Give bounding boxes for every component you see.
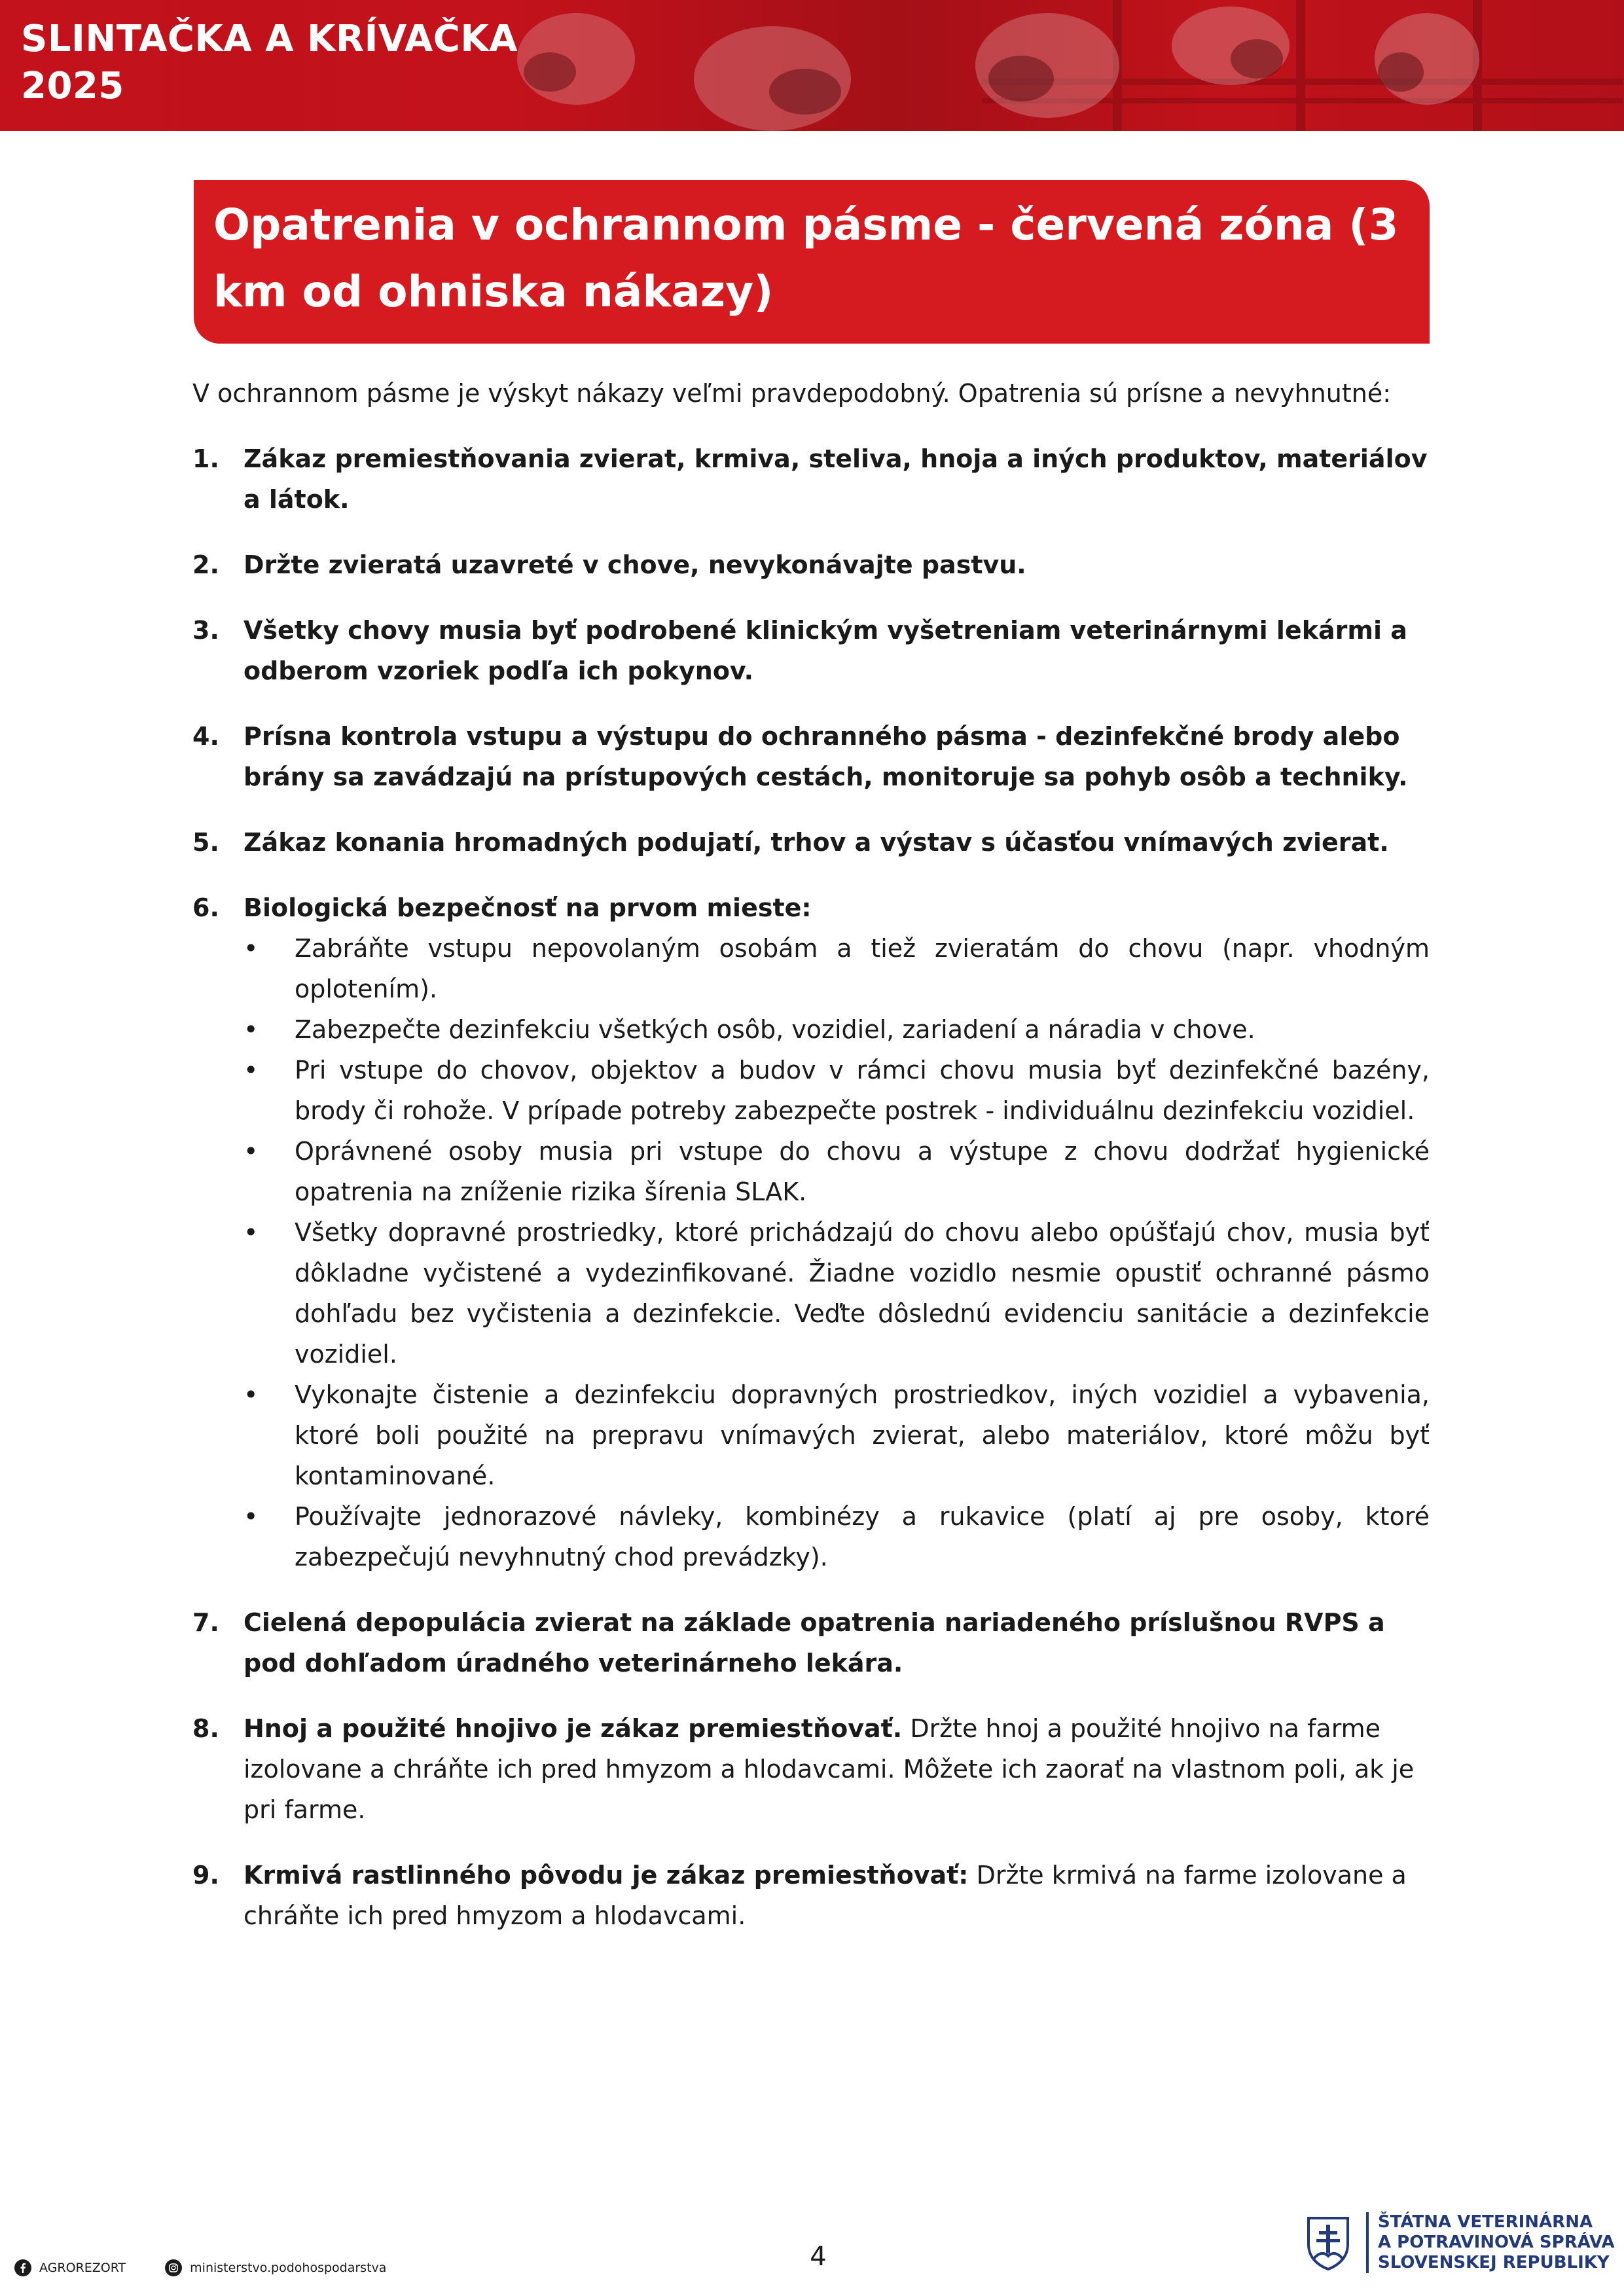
bullet-item [244,1374,1430,1496]
bullet-icon: • [244,1056,259,1085]
instagram-icon [165,2259,182,2276]
item-number: 3. [192,616,219,645]
item-number: 9. [192,1861,219,1890]
bullet-text: Vykonajte čistenie a dezinfekciu dopravných prostriedkov, iných vozidiel a vybavenia, ktoré boli použité na prepravu vnímavých zvierat, alebo materiálov, ktoré môžu byť kontaminované. [295,1380,1430,1490]
bullet-text: Oprávnené osoby musia pri vstupe do chovu a výstupe z chovu dodržať hygienické opatrenia na zníženie rizika šírenia SLAK. [295,1137,1430,1206]
section-banner [194,180,1430,344]
section-title: Opatrenia v ochrannom pásme - červená zóna (3 km od ohniska nákazy) [213,200,1399,317]
bullet-item [244,1212,1430,1374]
item-heading: Krmivá rastlinného pôvodu je zákaz premiestňovať: [244,1861,969,1890]
item-heading: Hnoj a použité hnojivo je zákaz premiestňovať. [244,1714,903,1743]
item-number: 1. [192,444,219,473]
list-item [192,822,1430,863]
bullet-icon: • [244,1380,259,1409]
page-header [0,0,1624,131]
item-number: 7. [192,1608,219,1637]
item-text: Držte krmivá na farme izolovane a chráňte ich pred hmyzom a hlodavcami. [244,1861,1407,1930]
item-number: 2. [192,550,219,579]
item-heading: Zákaz premiestňovania zvierat, krmiva, steliva, hnoja a iných produktov, materiálov a látok. [244,444,1428,514]
bullet-item [244,1009,1430,1050]
page-number: 4 [810,2242,827,2272]
facebook-icon [14,2259,31,2276]
list-item [192,439,1430,520]
bullet-item [244,1496,1430,1577]
main-content [192,373,1430,1961]
bullet-text: Používajte jednorazové návleky, kombinézy a rukavice (platí aj pre osoby, ktoré zabezpečujú nevyhnutný chod prevádzky). [295,1502,1430,1571]
item-number: 6. [192,893,219,922]
list-item [192,716,1430,797]
bullet-text: Pri vstupe do chovov, objektov a budov v rámci chovu musia byť dezinfekčné bazény, brody či rohože. V prípade potreby zabezpečte postrek - individuálnu dezinfekciu vozidiel. [295,1056,1430,1125]
bullet-icon: • [244,1137,259,1166]
instagram-handle: ministerstvo.podohospodarstva [190,2261,387,2275]
list-item [192,888,1430,1577]
bullet-item [244,928,1430,1009]
bullet-item [244,1050,1430,1131]
instagram-link[interactable] [165,2259,386,2276]
item-heading: Držte zvieratá uzavreté v chove, nevykonávajte pastvu. [244,550,1026,579]
bullet-item [244,1131,1430,1212]
facebook-handle: AGROREZORT [39,2261,126,2275]
bullet-text: Zabráňte vstupu nepovolaným osobám a tiež zvieratám do chovu (napr. vhodným oplotením). [295,934,1430,1003]
bullet-icon: • [244,934,259,963]
list-item [192,1855,1430,1936]
item-heading: Všetky chovy musia byť podrobené klinickým vyšetreniam veterinárnymi lekármi a odberom vzoriek podľa ich pokynov. [244,616,1407,685]
bullet-icon: • [244,1015,259,1044]
item-number: 8. [192,1714,219,1743]
social-links [14,2259,386,2276]
bullet-text: Všetky dopravné prostriedky, ktoré prichádzajú do chovu alebo opúšťajú chov, musia byť dôkladne vyčistené a vydezinfikované. Žiadne vozidlo nesmie opustiť ochranné pásmo dohľadu bez vyčistenia a dezinfekcie. Veďte dôslednú evidenciu sanitácie a dezinfekcie vozidiel. [295,1218,1430,1369]
list-item [192,1708,1430,1830]
header-title: SLINTAČKA A KRÍVAČKA 2025 [21,18,518,107]
biosecurity-bullet-list [244,928,1430,1577]
svps-coat-of-arms-icon [1306,2215,1350,2270]
list-item [192,1602,1430,1683]
intro-text: V ochrannom pásme je výskyt nákazy veľmi pravdepodobný. Opatrenia sú prísne a nevyhnutné: [192,379,1391,408]
list-item [192,610,1430,691]
item-heading: Zákaz konania hromadných podujatí, trhov a výstav s účasťou vnímavých zvierat. [244,828,1389,857]
bullet-icon: • [244,1218,259,1247]
item-heading: Cielená depopulácia zvierat na základe opatrenia nariadeného príslušnou RVPS a pod dohľadom úradného veterinárneho lekára. [244,1608,1385,1677]
item-text: Držte hnoj a použité hnojivo na farme izolovane a chráňte ich pred hmyzom a hlodavcami. Môžete ich zaorať na vlastnom poli, ak je pri farme. [244,1714,1415,1824]
bullet-icon: • [244,1502,259,1531]
logo-text: ŠTÁTNA VETERINÁRNA A POTRAVINOVÁ SPRÁVA SLOVENSKEJ REPUBLIKY [1366,2212,1615,2273]
bullet-text: Zabezpečte dezinfekciu všetkých osôb, vozidiel, zariadení a náradia v chove. [295,1015,1255,1044]
svps-logo [1306,2212,1615,2273]
item-heading: Biologická bezpečnosť na prvom mieste: [244,893,812,922]
item-number: 4. [192,722,219,751]
facebook-link[interactable] [14,2259,126,2276]
list-item [192,545,1430,585]
item-number: 5. [192,828,219,857]
item-heading: Prísna kontrola vstupu a výstupu do ochranného pásma - dezinfekčné brody alebo brány sa zavádzajú na prístupových cestách, monitoruje sa pohyb osôb a techniky. [244,722,1408,791]
